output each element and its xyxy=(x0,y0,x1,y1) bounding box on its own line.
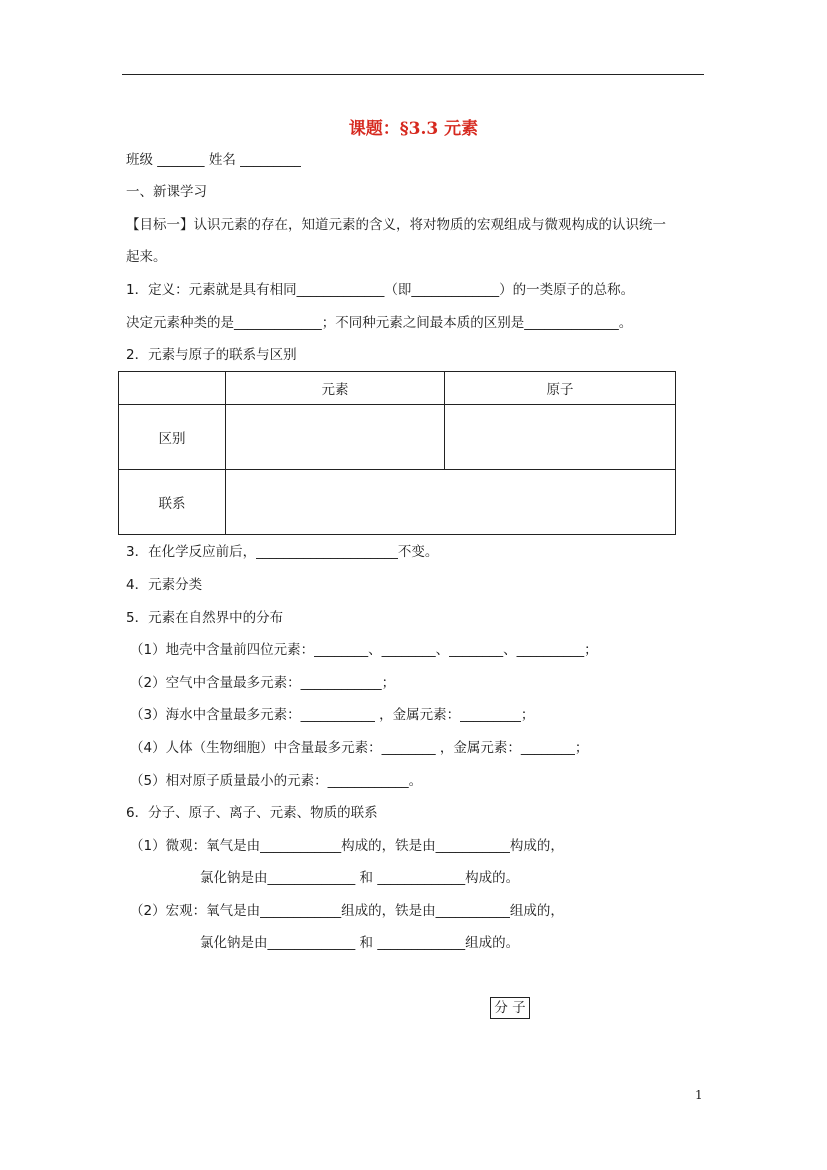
table-cell-element-difference xyxy=(226,405,445,470)
goal-line-2: 起来。 xyxy=(126,249,167,265)
table-header-element: 元素 xyxy=(226,372,445,405)
page-number: 1 xyxy=(695,1088,703,1102)
conservation-line: 3．在化学反应前后，_____________________不变。 xyxy=(126,544,439,560)
table-row-difference: 区别 xyxy=(119,405,226,470)
element-type-line: 决定元素种类的是_____________；不同种元素之间最本质的区别是______________。 xyxy=(126,315,633,331)
header-rule xyxy=(122,74,704,75)
molecule-box: 分 子 xyxy=(490,997,530,1019)
table-corner-cell xyxy=(119,372,226,405)
smallest-atomic-mass: （5）相对原子质量最小的元素：____________。 xyxy=(130,773,423,789)
goal-line-1: 【目标一】认识元素的存在，知道元素的含义，将对物质的宏观组成与微观构成的认识统一 xyxy=(126,217,666,233)
relation-heading: 2．元素与原子的联系与区别 xyxy=(126,347,297,363)
micro-line-1: （1）微观：氧气是由____________构成的，铁是由___________构成的， xyxy=(130,838,564,854)
macro-line-1: （2）宏观：氧气是由____________组成的，铁是由___________组成的， xyxy=(130,903,564,919)
distribution-air: （2）空气中含量最多元素：____________； xyxy=(130,675,396,691)
element-atom-table xyxy=(118,371,676,535)
macro-line-2: 氯化钠是由_____________ 和 _____________组成的。 xyxy=(200,935,520,951)
page-title: 课题：§3.3 元素 xyxy=(348,119,479,139)
distribution-seawater: （3）海水中含量最多元素：___________ ，金属元素：_________； xyxy=(130,707,535,723)
section-heading: 一、新课学习 xyxy=(126,184,207,200)
table-row-connection: 联系 xyxy=(119,470,226,535)
micro-line-2: 氯化钠是由_____________ 和 _____________构成的。 xyxy=(200,870,520,886)
class-name-line: 班级 _______ 姓名 _________ xyxy=(126,152,301,168)
distribution-crust: （1）地壳中含量前四位元素：________、________、________、__________； xyxy=(130,642,598,658)
distribution-human-body: （4）人体（生物细胞）中含量最多元素：________ ，金属元素：________； xyxy=(130,740,589,756)
definition-line: 1．定义：元素就是具有相同_____________（即_____________）的一类原子的总称。 xyxy=(126,282,635,298)
relations-heading: 6．分子、原子、离子、元素、物质的联系 xyxy=(126,805,378,821)
table-cell-connection xyxy=(226,470,676,535)
classification-heading: 4．元素分类 xyxy=(126,577,203,593)
table-cell-atom-difference xyxy=(445,405,676,470)
table-header-atom: 原子 xyxy=(445,372,676,405)
distribution-heading: 5．元素在自然界中的分布 xyxy=(126,610,284,626)
